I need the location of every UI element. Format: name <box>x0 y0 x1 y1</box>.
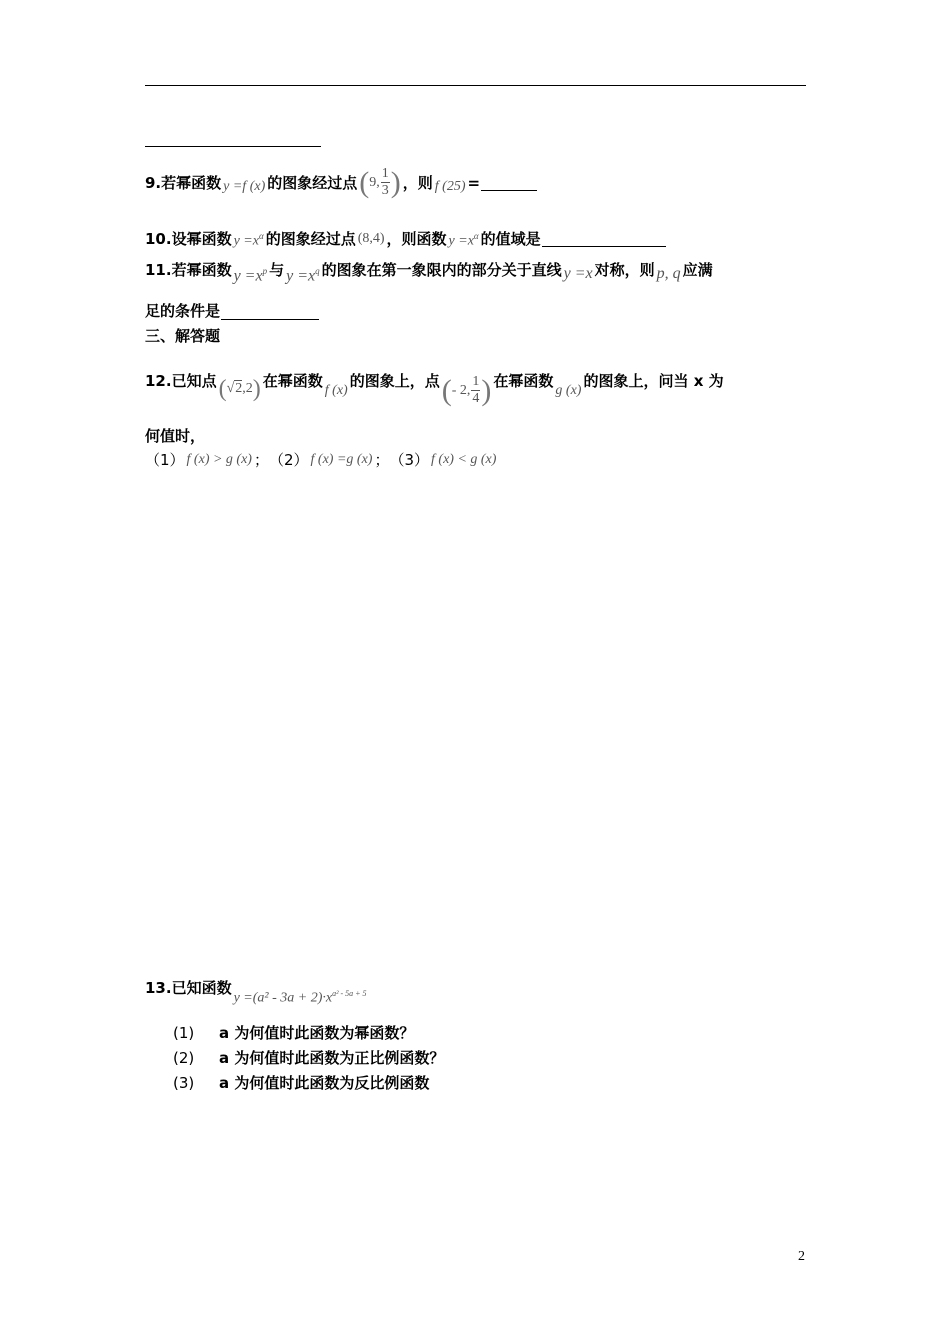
q10-point: (8,4) <box>357 230 385 246</box>
q12-f: f (x) <box>324 382 348 398</box>
q11-function-2: $y =x^q$ <box>286 266 320 285</box>
q11-tail-1: 应满 <box>682 260 713 279</box>
q12-g: g (x) <box>555 382 582 398</box>
question-9 <box>145 166 537 199</box>
q12-in-1: 在幂函数 <box>262 371 323 390</box>
q9-then: ，则 <box>402 173 433 192</box>
case-2-expr: f (x) =g (x) <box>310 452 373 467</box>
q9-mid: 的图象经过点 <box>267 173 358 192</box>
q13-item-3: (3) a 为何值时此函数为反比例函数 <box>173 1074 430 1092</box>
q11-lead: 11.若幂函数 <box>145 260 232 279</box>
case-2-label: （2） <box>268 451 309 469</box>
q9-point: ( 9, $\frac{1}{3}$ ) <box>359 165 401 199</box>
q11-function-1: $y =x^p$ <box>233 266 268 285</box>
question-11 <box>145 257 713 285</box>
q9-f25: f (25) <box>434 178 466 194</box>
q10-function-1: $y =x^\alpha$ <box>233 231 264 249</box>
q10-mid: 的图象经过点 <box>265 229 356 248</box>
q10-lead: 10.设幂函数 <box>145 229 232 248</box>
q10-then: ，则函数 <box>386 229 447 248</box>
q11-answer-blank[interactable] <box>221 303 319 320</box>
case-3-label: （3） <box>389 451 430 469</box>
q11-line: y =x <box>563 264 593 282</box>
header-rule <box>145 85 806 86</box>
section-heading: 三、解答题 <box>145 327 221 345</box>
q9-eq: = <box>467 173 481 192</box>
q13-expression: $y =(a^2 - 3a + 2)\cdot x^{a^2 - 5a + 5}$ <box>233 989 367 1006</box>
question-12 <box>145 364 724 407</box>
q9-function: y =f (x) <box>223 178 266 194</box>
q11-symmetric: 对称，则 <box>594 260 655 279</box>
q10-answer-blank[interactable] <box>542 230 666 247</box>
q11-with: 与 <box>269 260 285 279</box>
q11-tail-2: 足的条件是 <box>145 302 221 320</box>
q10-function-2: $y =x^\alpha$ <box>448 231 479 249</box>
question-13 <box>145 976 369 1006</box>
q9-answer-blank[interactable] <box>481 174 537 191</box>
answer-blank-prev <box>145 146 321 147</box>
q12-point-1: ( √2 ,2 ) <box>218 375 261 402</box>
q11-pq: p, q <box>656 264 681 282</box>
case-1-expr: f (x) > g (x) <box>186 452 252 467</box>
case-1-label: （1） <box>145 451 185 469</box>
page-number: 2 <box>798 1249 805 1264</box>
q12-in-2: 在幂函数 <box>493 371 554 390</box>
q13-item-2: (2) a 为何值时此函数为正比例函数？ <box>173 1049 445 1067</box>
q12-point-2: ( - 2, $\frac{1}{4}$ ) <box>441 373 492 407</box>
q9-lead: 9.若幂函数 <box>145 173 222 192</box>
q11-mid: 的图象在第一象限内的部分关于直线 <box>321 260 562 279</box>
q13-lead: 13.已知函数 <box>145 979 232 998</box>
q12-on-1: 的图象上，点 <box>349 371 440 390</box>
q10-tail: 的值域是 <box>480 229 541 248</box>
question-12-cases: （1） f (x) > g (x) ； （2） f (x) =g (x) ； （3） f (x) < g (x) <box>145 451 497 469</box>
question-12-line-2: 何值时， <box>145 427 206 445</box>
question-10 <box>145 226 666 252</box>
q13-item-1: (1) a 为何值时此函数为幂函数？ <box>173 1024 415 1042</box>
case-3-expr: f (x) < g (x) <box>431 452 497 467</box>
q12-on-2: 的图象上，问当 x 为 <box>583 371 724 390</box>
question-11-cont <box>145 301 319 321</box>
q12-lead: 12.已知点 <box>145 371 217 390</box>
